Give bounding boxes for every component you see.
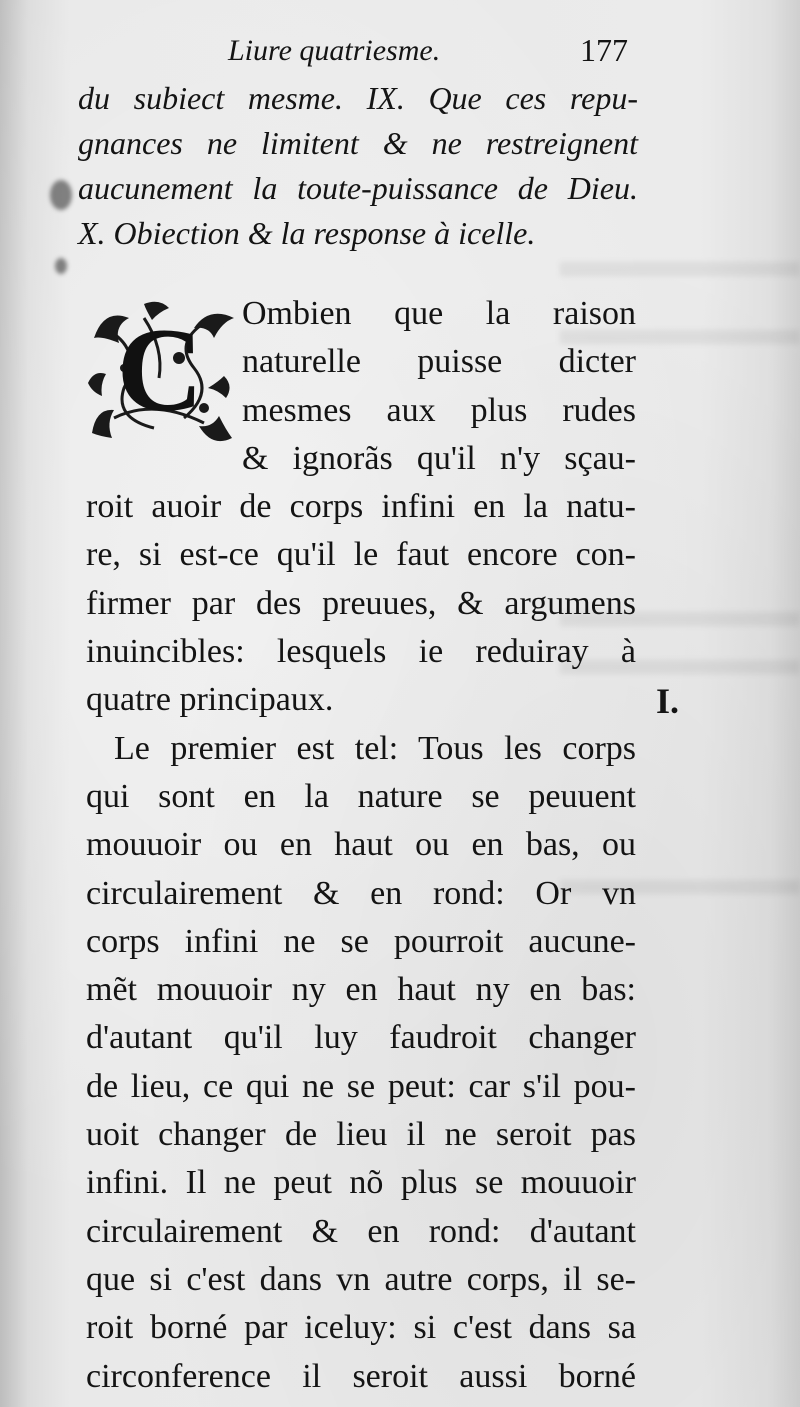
bleed-through (560, 262, 800, 276)
text-line: mesmes aux plus rudes (242, 391, 636, 429)
summary-line: du subiect mesme. IX. Que ces repu- (78, 80, 638, 116)
text-line: que si c'est dans vn autre corps, il se- (86, 1260, 636, 1298)
text-line: naturelle puisse dicter (242, 343, 636, 381)
summary-line: aucunement la toute-puissance de Dieu. (78, 170, 638, 206)
running-head-title: Liure quatriesme. (228, 34, 441, 67)
text-line: de lieu, ce qui ne se peut: car s'il pou- (86, 1067, 636, 1105)
ink-spot (55, 258, 67, 274)
text-line: re, si est-ce qu'il le faut encore con- (86, 536, 636, 574)
ink-spot (50, 180, 72, 210)
summary-line: X. Obiection & la response à icelle. (78, 215, 536, 251)
running-head (228, 30, 628, 74)
page-number: 177 (580, 32, 628, 68)
text-line: inuincibles: lesquels ie reduiray à (86, 633, 636, 671)
marginal-note: I. (656, 681, 680, 721)
text-line: infini. Il ne peut nõ plus se mouuoir (86, 1164, 636, 1202)
text-line: d'autant qu'il luy faudroit changer (86, 1019, 636, 1057)
summary-line: gnances ne limitent & ne restreignent (78, 125, 638, 161)
text-line: & ignorãs qu'il n'y sçau- (242, 439, 636, 477)
text-line: corps infini ne se pourroit aucune- (86, 922, 636, 960)
text-line: qui sont en la nature se peuuent (86, 777, 636, 815)
text-line: circulairement & en rond: Or vn (86, 874, 636, 912)
text-line: uoit changer de lieu il ne seroit pas (86, 1116, 636, 1154)
text-line: mẽt mouuoir ny en haut ny en bas: (86, 971, 636, 1009)
text-line: roit auoir de corps infini en la natu- (86, 488, 636, 526)
text-line: Le premier est tel: Tous les corps (114, 729, 636, 767)
body-text (86, 290, 636, 1401)
text-line: mouuoir ou en haut ou en bas, ou (86, 826, 636, 864)
text-line: Ombien que la raison (242, 295, 636, 332)
text-line: firmer par des preuues, & argumens (86, 584, 636, 622)
text-line: circonference il seroit aussi borné (86, 1357, 636, 1395)
chapter-summary (78, 76, 638, 256)
svg-text:C: C (116, 303, 204, 436)
text-line: circulairement & en rond: d'autant (86, 1212, 636, 1250)
text-line: quatre principaux. (86, 681, 334, 719)
text-line: roit borné par iceluy: si c'est dans sa (86, 1309, 636, 1347)
